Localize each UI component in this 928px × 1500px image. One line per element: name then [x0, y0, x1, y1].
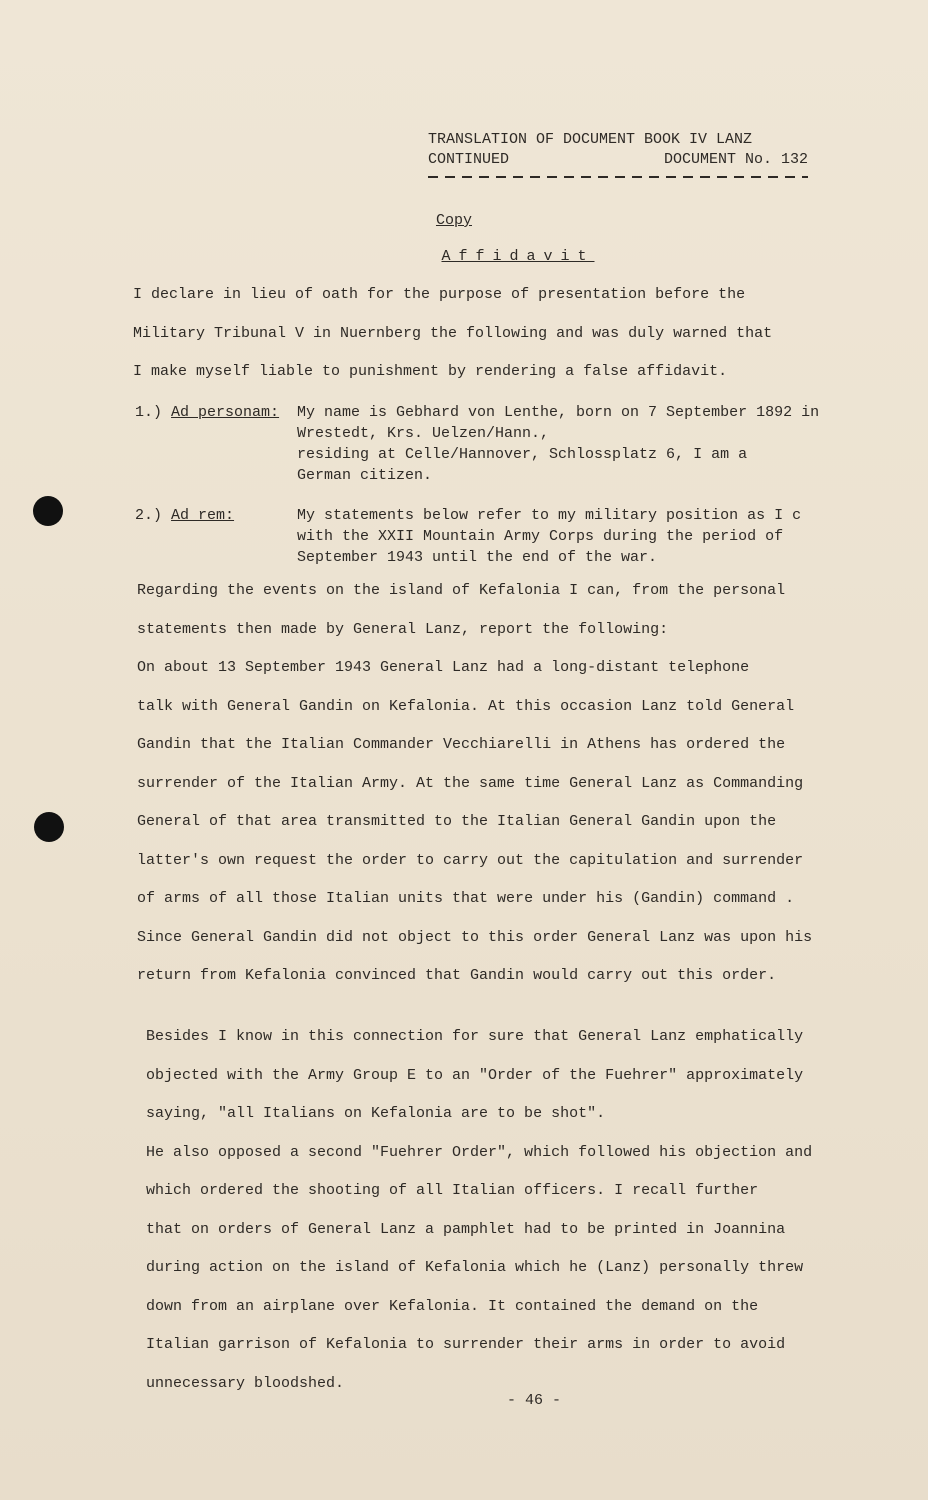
- affidavit-title: Affidavit: [441, 248, 595, 265]
- text-line: return from Kefalonia convinced that Gandin would carry out this order.: [137, 967, 777, 984]
- text-line: Gandin that the Italian Commander Vecchiarelli in Athens has ordered the: [137, 736, 786, 753]
- item-number: 1.): [135, 404, 163, 421]
- text-line: I make myself liable to punishment by rendering a false affidavit.: [133, 363, 728, 380]
- item-ad-personam: [135, 402, 875, 486]
- text-line: Italian garrison of Kefalonia to surrender their arms in order to avoid: [146, 1336, 786, 1353]
- header-divider: [428, 176, 808, 178]
- text-line: Regarding the events on the island of Kefalonia I can, from the personal: [137, 582, 786, 599]
- text-line: during action on the island of Kefalonia which he (Lanz) personally threw: [146, 1259, 804, 1276]
- item-label: Ad rem:: [171, 507, 235, 524]
- text-line: talk with General Gandin on Kefalonia. At this occasion Lanz told General: [137, 697, 795, 715]
- text-line: Since General Gandin did not object to this order General Lanz was upon his: [137, 928, 813, 946]
- punch-hole: [33, 496, 63, 526]
- header-continued: CONTINUED: [428, 151, 510, 168]
- text-line: latter's own request the order to carry out the capitulation and surrender: [137, 851, 804, 869]
- text-line: which ordered the shooting of all Italian officers. I recall further: [146, 1182, 759, 1199]
- body-paragraph-2: [146, 1018, 876, 1403]
- text-line: On about 13 September 1943 General Lanz had a long-distant telephone: [137, 659, 750, 676]
- item-number: 2.): [135, 507, 163, 524]
- text-line: unnecessary bloodshed.: [146, 1374, 345, 1392]
- body-paragraph-1: [137, 572, 867, 996]
- intro-paragraph: [133, 276, 863, 392]
- text-line: I declare in lieu of oath for the purpose of presentation before the: [133, 286, 746, 303]
- header-title: TRANSLATION OF DOCUMENT BOOK IV LANZ: [428, 131, 753, 148]
- text-line: statements then made by General Lanz, report the following:: [137, 620, 669, 638]
- text-line: of arms of all those Italian units that were under his (Gandin) command .: [137, 890, 795, 907]
- text-line: saying, "all Italians on Kefalonia are to be shot".: [146, 1105, 606, 1122]
- text-line: Military Tribunal V in Nuernberg the following and was duly warned that: [133, 324, 773, 342]
- item-label: Ad personam:: [171, 404, 280, 421]
- item-text: My statements below refer to my military position as I c with the XXII Mountain Army Corps during the period of September 1943 until the end of the war.: [297, 507, 802, 566]
- text-line: He also opposed a second "Fuehrer Order", which followed his objection and: [146, 1143, 813, 1161]
- punch-hole: [34, 812, 64, 842]
- text-line: surrender of the Italian Army. At the same time General Lanz as Commanding: [137, 774, 804, 792]
- text-line: objected with the Army Group E to an "Order of the Fuehrer" approximately: [146, 1066, 804, 1084]
- item-text: My name is Gebhard von Lenthe, born on 7 September 1892 in Wrestedt, Krs. Uelzen/Hann., residing at Celle/Hannover, Schlossplatz 6, I am a German citizen.: [297, 404, 820, 484]
- item-ad-rem: [135, 505, 875, 568]
- text-line: that on orders of General Lanz a pamphlet had to be printed in Joannina: [146, 1220, 786, 1238]
- copy-label: Copy: [435, 212, 472, 229]
- header-document-number: DOCUMENT No. 132: [663, 151, 808, 168]
- text-line: down from an airplane over Kefalonia. It contained the demand on the: [146, 1297, 759, 1315]
- document-header: [428, 130, 808, 178]
- page-number: - 46 -: [506, 1392, 561, 1409]
- text-line: Besides I know in this connection for sure that General Lanz emphatically: [146, 1028, 804, 1045]
- text-line: General of that area transmitted to the Italian General Gandin upon the: [137, 813, 777, 830]
